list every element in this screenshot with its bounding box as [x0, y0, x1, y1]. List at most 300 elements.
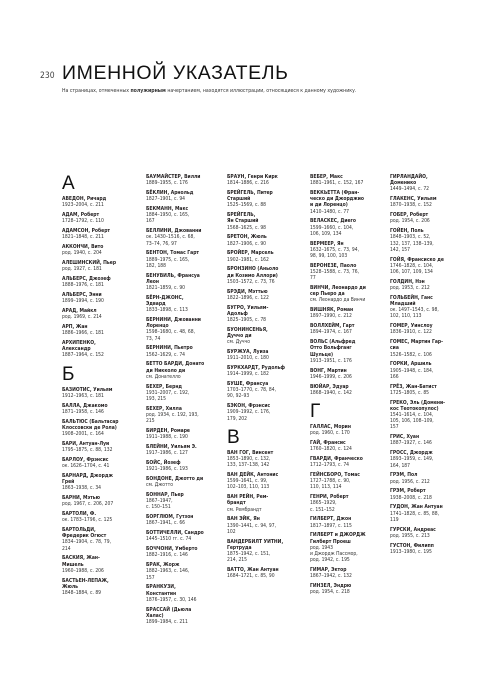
index-entry	[62, 244, 134, 256]
index-entry	[390, 384, 462, 396]
artist-name: ГОЙЯ, Франсиско де	[390, 256, 444, 263]
artist-dates-pages: 1960–1988, с. 206	[62, 567, 104, 574]
index-entry	[62, 419, 134, 438]
artist-name: ГАЛЛАС, Морин	[310, 424, 351, 431]
artist-name: ВЕРМЕЕР, Ян	[310, 240, 344, 247]
artist-dates-pages: 1727–1788, с. 90, 110, 113, 114	[310, 478, 351, 491]
artist-dates-pages: 1897–1990, с. 212	[310, 313, 352, 320]
section-letter: Б	[62, 363, 75, 385]
artist-name: ВИНЧИ, Леонардо ди сер Пьеро да	[310, 285, 366, 298]
artist-name: БЭКОН, Фрэнсис	[227, 403, 271, 410]
artist-name: ГОЛЬБЕЙН, Ганс Младший	[390, 294, 433, 308]
artist-dates-pages: род. 1969, с. 214	[62, 314, 102, 321]
artist-dates-pages: 1902–1981, с. 162	[227, 256, 269, 263]
index-entry	[390, 228, 462, 253]
artist-dates-pages: род. 1955, с. 213	[390, 532, 430, 539]
index-entry	[390, 400, 462, 431]
artist-name: БУОНИНСЕНЬЯ, Дуччо ди	[227, 326, 268, 340]
artist-name: ВАНДЕРБИЛТ УИТНИ, Гертруда	[227, 538, 284, 551]
artist-dates-pages: 1913–1980, с. 195	[390, 548, 432, 555]
artist-dates-pages: 1887–1927, с. 146	[390, 440, 432, 447]
artist-name: ГРЕКО, Эль (Домени- кос Теотокопулос)	[390, 399, 446, 412]
artist-dates-pages: 1909–1992, с. 176, 179, 202	[227, 409, 271, 422]
index-entry	[227, 327, 299, 346]
artist-name: БАСКИЯ, Жан- Мишель	[62, 555, 100, 568]
index-entry	[62, 403, 134, 415]
artist-name: ГАЙ, Франсис	[310, 440, 346, 447]
artist-dates-pages: 1894–1974, с. 167	[310, 329, 352, 336]
artist-dates-pages: 1821–1848, с. 211	[62, 234, 104, 241]
artist-dates-pages: 1868–1940, с. 142	[310, 389, 352, 396]
artist-name: БРАНКУЗИ, Константин	[146, 584, 177, 597]
artist-name: ВЕРОНЕЗЕ, Паоло	[310, 262, 357, 269]
artist-dates-pages: 1525–1569, с. 88	[227, 202, 267, 209]
artist-name: ГРИС, Хуан	[390, 434, 420, 441]
index-entry	[390, 257, 462, 276]
artist-dates-pages: род. 1927, с. 181	[62, 266, 102, 273]
artist-name: ВЕБЕР, Макс	[310, 174, 343, 180]
index-entry	[227, 212, 299, 231]
artist-name: АЛЬБЕРС, Энни	[62, 292, 102, 298]
index-entry	[390, 472, 462, 484]
index-entry	[390, 488, 462, 500]
index-entry	[62, 387, 134, 399]
artist-name: БАРИ, Антуан-Луи	[62, 440, 110, 447]
index-entry	[310, 456, 382, 468]
artist-name: БАРТОЛЬДИ, Фредерик Огюст	[62, 527, 107, 540]
artist-dates-pages: 1703–1770, с. 78, 84, 90, 92–93	[227, 387, 277, 400]
artist-dates-pages: 1390–1441, с. 94, 97, 102	[227, 522, 277, 535]
index-entry	[310, 339, 382, 364]
artist-dates-pages: 1867–1942, с. 132	[310, 573, 352, 580]
artist-name: ВОЛЬС (Альфред Отто Вольфганг Шульце)	[310, 339, 356, 358]
artist-dates-pages: 1827–1901, с. 94	[146, 196, 186, 203]
artist-dates-pages: ок. 1497–1543, с. 98, 102, 110, 113	[390, 307, 439, 320]
index-entry	[390, 361, 462, 380]
index-entry	[390, 279, 462, 291]
artist-name: ГОРКИ, Аршиль	[390, 361, 432, 368]
index-entry	[390, 504, 462, 523]
artist-dates-pages: 1908–2001, с. 164	[62, 431, 104, 438]
artist-name: БРАК, Жорж	[146, 562, 180, 569]
artist-dates-pages: 1899–1984, с. 211	[146, 619, 188, 626]
artist-name: ВИШНЯК, Роман	[310, 307, 354, 314]
index-entry	[310, 583, 382, 595]
index-entry	[146, 428, 218, 440]
artist-name: ГОБЕР, Роберт	[390, 212, 429, 219]
artist-dates-pages: 1913–1951, с. 176	[310, 357, 352, 364]
index-entry	[146, 361, 218, 380]
artist-name: БРОНЗИНО (Аньоло ди Козимо Аллори)	[227, 266, 279, 279]
artist-name: БЕКМАНН, Макс	[146, 206, 189, 212]
artist-name: ГИЛБЕРТ и ДЖОРДЖ Гилберт Проеш	[310, 532, 366, 545]
artist-dates-pages: 1445–1510 гг. с. 74	[146, 536, 192, 543]
artist-dates-pages: род. 1967, с. 206, 207	[62, 501, 114, 508]
artist-name: ГРЁЗ, Жан-Батист	[390, 383, 437, 390]
index-entry	[146, 584, 218, 603]
index-entry	[310, 263, 382, 282]
artist-dates-pages: род. 1954, с. 206	[390, 218, 430, 225]
artist-name: БРЕЙГЕЛЬ, Ян Старший	[227, 212, 259, 225]
artist-name: БОЧЧОНИ, Умберто	[146, 546, 198, 553]
artist-name: БУРЖУА, Луиза	[227, 349, 269, 356]
index-entry	[227, 567, 299, 579]
artist-dates-pages: 1725–1805, с. 85	[390, 389, 430, 396]
artist-name: БЕНУВИЛЬ, Франсуа Леон	[146, 272, 200, 285]
index-entry	[310, 516, 382, 528]
artist-dates-pages: 1746–1828, с. 104, 106, 107, 109, 134	[390, 262, 434, 276]
index-entry	[390, 434, 462, 446]
section-letter: Г	[310, 401, 321, 423]
artist-name: БРАУН, Генри Кирк	[227, 174, 278, 180]
index-entry	[310, 532, 382, 563]
index-entry	[62, 578, 134, 597]
subtitle-text-before: На страницах, отмеченных	[62, 88, 131, 94]
artist-name: ГЛАКЕНС, Уильям	[390, 196, 437, 203]
artist-dates-pages: 1865–1929, с. 151–152	[310, 500, 337, 513]
artist-dates-pages: ок. 1430–1516, с. 68, 73–74, 76, 97	[146, 234, 195, 247]
artist-name: ВОНГ, Мартин	[310, 367, 347, 374]
index-entry	[390, 196, 462, 208]
index-entry	[146, 250, 218, 269]
artist-name: БАСТЬЕН-ЛЕПАЖ, Жюль	[62, 577, 109, 590]
artist-dates-pages: 1541–1614, с. 104, 105, 106, 108–109, 157	[390, 412, 434, 431]
artist-dates-pages: см. Рембрандт	[227, 506, 262, 513]
artist-name: БУШЕ, Франсуа	[227, 381, 269, 388]
artist-dates-pages: 1863–1938, с. 34	[62, 485, 102, 492]
artist-name: БЕХЕР, Хилла	[146, 405, 182, 412]
artist-name: АРП, Жан	[62, 324, 88, 330]
index-entry	[146, 174, 218, 186]
index-entry	[227, 450, 299, 469]
artist-dates-pages: 1914–1999, с. 182	[227, 371, 269, 378]
artist-dates-pages: 1870–1938, с. 152	[390, 202, 432, 209]
index-column-1	[62, 174, 134, 600]
index-entry	[62, 340, 134, 359]
artist-dates-pages: род. 1934, с. 192, 193, 215	[146, 412, 199, 425]
artist-dates-pages: 1760–1820, с. 124	[310, 446, 352, 453]
artist-dates-pages: род. 1953, с. 212	[390, 285, 430, 292]
index-entry	[62, 457, 134, 469]
index-entry	[227, 266, 299, 285]
artist-name: БЁРН-ДЖОНС, Эдвард	[146, 294, 184, 308]
artist-dates-pages: 1917–1986, с. 127	[146, 450, 188, 457]
section-letter: В	[227, 426, 240, 448]
artist-dates-pages: 1712–1793, с. 74	[310, 462, 350, 469]
index-entry	[227, 494, 299, 513]
index-entry	[146, 273, 218, 292]
artist-dates-pages: 1853–1890, с. 132, 133, 137–138, 142	[227, 456, 271, 469]
artist-name: БОННАР, Пьер	[146, 492, 184, 499]
artist-dates-pages: 1599–1641, с. 99, 102–103, 110, 113	[227, 478, 270, 491]
index-entry	[146, 530, 218, 542]
artist-dates-pages: 1526–1582, с. 106	[390, 351, 432, 358]
artist-name: БЕЛЛИНИ, Джованни	[146, 228, 202, 235]
artist-dates-pages: 1814–1886, с. 216	[227, 180, 269, 187]
index-entry	[146, 546, 218, 558]
artist-name: ГИНЗЕЛ, Эндрю	[310, 583, 352, 590]
artist-name: БЕРНИНИ, Пьетро	[146, 345, 193, 352]
artist-dates-pages: 1912–1963, с. 181	[62, 392, 104, 399]
artist-dates-pages: 1921–1986, с. 193	[146, 466, 188, 473]
artist-dates-pages: род. 1956, с. 212	[390, 478, 430, 485]
index-entry	[310, 323, 382, 335]
index-entry	[62, 292, 134, 304]
artist-dates-pages: 1410–1480, с. 77	[310, 208, 350, 215]
artist-dates-pages: см. Леонардо да Винчи	[310, 297, 366, 304]
index-entry	[227, 174, 299, 186]
artist-name: ГРОСС, Джордж	[390, 450, 433, 457]
artist-name: БОТТИЧЕЛЛИ, Сандро	[146, 530, 204, 537]
artist-dates-pages: см. Дуччо	[227, 339, 250, 346]
index-column-2	[146, 174, 218, 629]
artist-name: БАЛЛА, Джакомо	[62, 402, 108, 409]
index-entry	[227, 365, 299, 377]
artist-dates-pages: 1889–1955, с. 176	[146, 180, 188, 187]
artist-name: ГРЭМ, Пол	[390, 472, 418, 479]
artist-dates-pages: 1503–1572, с. 73, 76	[227, 278, 275, 285]
index-entry	[146, 460, 218, 472]
artist-dates-pages: 1821–1859, с. 90	[146, 285, 186, 292]
index-entry	[146, 384, 218, 403]
index-entry	[62, 228, 134, 240]
artist-dates-pages: 1834–1904, с. 78, 79, 214	[62, 539, 112, 552]
index-entry	[146, 514, 218, 526]
artist-name: БАРЛОУ, Фрэнсис	[62, 456, 109, 463]
artist-name: БРЕТОН, Жюль	[227, 234, 267, 241]
artist-name: БРАССАЙ (Дьюла Халас)	[146, 606, 192, 619]
index-entry	[310, 285, 382, 304]
artist-dates-pages: 1836–1910, с. 122	[390, 329, 432, 336]
artist-name: ВАТТО, Жан Антуан	[227, 567, 279, 574]
artist-name: БИРДЕН, Ромаре	[146, 428, 190, 435]
subtitle-bold-word: полужирным	[130, 88, 166, 94]
artist-name: АВЕДОН, Ричард	[62, 196, 107, 202]
artist-name: БУГРО, Уильям- Адольф	[227, 304, 269, 317]
artist-dates-pages: см. Джотто	[146, 482, 174, 489]
artist-name: ВОЛЛХЕЙМ, Гарт	[310, 323, 355, 330]
index-entry	[62, 441, 134, 453]
artist-name: ГОЙЕН, Поль	[390, 228, 424, 235]
index-entry	[146, 206, 218, 225]
index-entry	[146, 562, 218, 581]
index-entry	[227, 381, 299, 400]
index-entry	[146, 492, 218, 511]
artist-name: АРАД, Майкл	[62, 308, 97, 314]
artist-dates-pages: 1867–1941, с. 66	[146, 520, 186, 527]
artist-name: АЛЕШИНСКИЙ, Пьер	[62, 260, 117, 266]
page-number: 230	[40, 71, 55, 81]
index-entry	[310, 567, 382, 579]
artist-name: ВАН ГОГ, Винсент	[227, 449, 274, 456]
artist-dates-pages: 1923–2004, с. 211	[62, 202, 104, 209]
artist-dates-pages: 1938–2008, с. 218	[390, 494, 432, 501]
index-entry	[310, 424, 382, 436]
artist-name: БОЙС, Йозеф	[146, 460, 181, 467]
artist-dates-pages: 1825–1905, с. 78	[227, 317, 267, 324]
section-letter: А	[62, 173, 75, 194]
page-title: ИМЕННОЙ УКАЗАТЕЛЬ	[62, 62, 289, 84]
artist-dates-pages: род. 1943 и Джордж Пассмор, род. 1942, с. 195	[310, 544, 358, 564]
artist-name: ГОМЕС, Мартин Гар- сиа	[390, 339, 443, 352]
index-entry	[146, 476, 218, 488]
index-entry	[62, 555, 134, 574]
artist-name: ГРЭМ, Роберт	[390, 488, 426, 495]
artist-dates-pages: 1905–1948, с. 184, 166	[390, 367, 434, 380]
artist-name: ГИРЛАНДАЙО, Доменико	[390, 174, 428, 187]
artist-dates-pages: 1568–1625, с. 98	[227, 224, 267, 231]
index-entry	[62, 527, 134, 552]
artist-name: ВЮЙАР, Эдуар	[310, 383, 349, 390]
index-entry	[62, 308, 134, 320]
index-entry	[146, 228, 218, 247]
index-column-3	[227, 174, 299, 583]
artist-name: АРХИПЕНКО, Александр	[62, 340, 96, 353]
artist-name: БРЭДИ, Мэттью	[227, 288, 268, 295]
index-entry	[310, 440, 382, 452]
index-entry	[146, 607, 218, 626]
artist-dates-pages: род. 1960, с. 170	[310, 430, 350, 437]
index-entry	[390, 543, 462, 555]
index-entry	[390, 527, 462, 539]
index-entry	[390, 295, 462, 320]
artist-dates-pages: 1887–1964, с. 152	[62, 352, 104, 359]
index-entry	[390, 323, 462, 335]
artist-name: ГУСТОН, Филипп	[390, 542, 434, 549]
artist-name: АККОНЧИ, Вито	[62, 244, 104, 250]
artist-name: БЛЕЙНИ, Уильям Э.	[146, 444, 197, 451]
index-entry	[227, 539, 299, 564]
index-entry	[227, 190, 299, 209]
artist-dates-pages: 1449–1494, с. 72	[390, 186, 430, 193]
index-entry	[310, 241, 382, 260]
index-entry	[62, 260, 134, 272]
artist-name: ВАН ЭЙК, Ян	[227, 516, 260, 523]
index-entry	[146, 317, 218, 342]
index-entry	[227, 305, 299, 324]
artist-name: АЛЬБЕРС, Джозеф	[62, 276, 111, 282]
index-entry	[227, 234, 299, 246]
artist-dates-pages: 1881–1961, с. 152, 167	[310, 180, 364, 187]
artist-name: БАЗИОТИС, Уильям	[62, 386, 113, 393]
artist-dates-pages: ок. 1626–1704, с. 41	[62, 463, 110, 470]
index-entry	[62, 495, 134, 507]
index-entry	[227, 516, 299, 535]
artist-name: БАЛЬТЮС (Бальтасар Клоссовски де Рола)	[62, 418, 119, 431]
artist-dates-pages: род. 1954, с. 218	[310, 589, 350, 596]
artist-name: ГИМАР, Эктор	[310, 567, 347, 574]
artist-dates-pages: 1684–1721, с. 85, 90	[227, 573, 275, 580]
artist-dates-pages: 1741–1828, с. 85, 88, 119	[390, 510, 440, 523]
index-entry	[310, 174, 382, 186]
artist-dates-pages: 1795–1875, с. 88, 132	[62, 447, 113, 454]
artist-dates-pages: 1848–1884, с. 89	[62, 590, 102, 597]
index-entry	[390, 450, 462, 469]
index-entry	[146, 345, 218, 357]
index-entry	[390, 339, 462, 358]
index-entry	[310, 472, 382, 491]
index-entry	[62, 276, 134, 288]
artist-name: БЁКЛИН, Арнольд	[146, 190, 194, 196]
artist-dates-pages: 1528–1588, с. 73, 76, 77	[310, 269, 360, 282]
index-entry	[310, 190, 382, 215]
artist-name: АДАМ, Роберт	[62, 212, 100, 218]
artist-name: БАУМАЙСТЕР, Вилли	[146, 174, 201, 180]
artist-name: БОНДОНЕ, Джотто ди	[146, 476, 204, 483]
index-entry	[227, 289, 299, 301]
artist-name: ВАН ДЕЙК, Антонис	[227, 472, 279, 479]
index-entry	[62, 212, 134, 224]
artist-dates-pages: род. 1940, с. 204	[62, 250, 102, 257]
index-entry	[310, 494, 382, 513]
artist-dates-pages: 1562–1629, с. 74	[146, 351, 186, 358]
artist-name: ВЕККЬЕТТА (Фран- ческо ди Джорджио и ди Лоренцо)	[310, 190, 365, 209]
artist-name: БАРНАРД, Джордж Грей	[62, 472, 113, 486]
artist-dates-pages: 1827–1906, с. 90	[227, 240, 267, 247]
page-subtitle	[62, 88, 356, 94]
artist-dates-pages: 1911–1988, с. 190	[146, 434, 188, 441]
index-entry	[390, 174, 462, 193]
artist-name: БОРГЛЮМ, Гутзон	[146, 514, 194, 521]
artist-name: БЕТТО БАРДИ, Донато ди Никколо ди	[146, 361, 205, 374]
index-entry	[310, 307, 382, 319]
subtitle-text-after: начертанием, находятся иллюстрации, относящиеся к данному художнику.	[165, 88, 357, 94]
artist-dates-pages: 1911–2010, с. 180	[227, 355, 269, 362]
index-entry	[62, 511, 134, 523]
artist-name: ВАН РЕЙН, Рем- брандт	[227, 494, 269, 507]
index-entry	[227, 403, 299, 422]
index-entry	[62, 196, 134, 208]
artist-dates-pages: 1598–1680, с. 48, 68, 73, 74	[146, 329, 196, 342]
artist-dates-pages: ок. 1783–1796, с. 125	[62, 517, 113, 524]
artist-dates-pages: 1889–1975, с. 165, 182, 188	[146, 256, 190, 269]
artist-name: БЕХЕР, Бернд	[146, 383, 183, 390]
artist-dates-pages: 1871–1958, с. 146	[62, 408, 104, 415]
index-entry	[227, 250, 299, 262]
artist-dates-pages: 1599–1660, с. 104, 106, 109, 134	[310, 224, 354, 237]
index-column-5	[390, 174, 462, 559]
artist-dates-pages: 1817–1897, с. 115	[310, 522, 352, 529]
artist-dates-pages: 1728–1792, с. 110	[62, 218, 104, 225]
index-entry	[146, 406, 218, 425]
artist-name: ГИЛБЕРТ, Джон	[310, 516, 352, 523]
artist-dates-pages: 1876–1957, с. 30, 146	[146, 596, 197, 603]
index-entry	[146, 190, 218, 202]
artist-dates-pages: см. Донателло	[146, 373, 181, 380]
index-entry	[146, 295, 218, 314]
index-entry	[310, 368, 382, 380]
artist-name: ГЕНРИ, Роберт	[310, 494, 349, 501]
artist-name: БРОЙЕР, Марсель	[227, 250, 274, 257]
artist-name: БУРКХАРДТ, Рудольф	[227, 365, 286, 372]
artist-name: БРЕЙГЕЛЬ, Питер Старший	[227, 190, 273, 203]
index-entry	[146, 444, 218, 456]
artist-name: ГОЛДИН, Нэн	[390, 278, 425, 285]
artist-dates-pages: 1882–1963, с. 146, 157	[146, 568, 190, 581]
artist-name: ГУДОН, Жан Антуан	[390, 504, 443, 511]
artist-dates-pages: 1848–1903, с. 52, 132, 137, 138–139, 142, 157	[390, 234, 434, 253]
artist-dates-pages: 1833–1898, с. 113	[146, 307, 188, 314]
artist-dates-pages: 1875–1942, с. 151, 214, 215	[227, 551, 271, 564]
artist-name: АДАМСОН, Роберт	[62, 228, 111, 234]
index-entry	[310, 384, 382, 396]
artist-name: ГУРСКИ, Андреас	[390, 526, 436, 533]
artist-dates-pages: 1882–1916, с. 146	[146, 552, 188, 559]
artist-dates-pages: 1893–1959, с. 149, 164, 187	[390, 456, 434, 469]
artist-name: ГЕЙНСБОРО, Томас	[310, 472, 360, 479]
artist-name: БАРНИ, Мэтью	[62, 495, 100, 502]
artist-dates-pages: 1899–1994, с. 190	[62, 298, 104, 305]
